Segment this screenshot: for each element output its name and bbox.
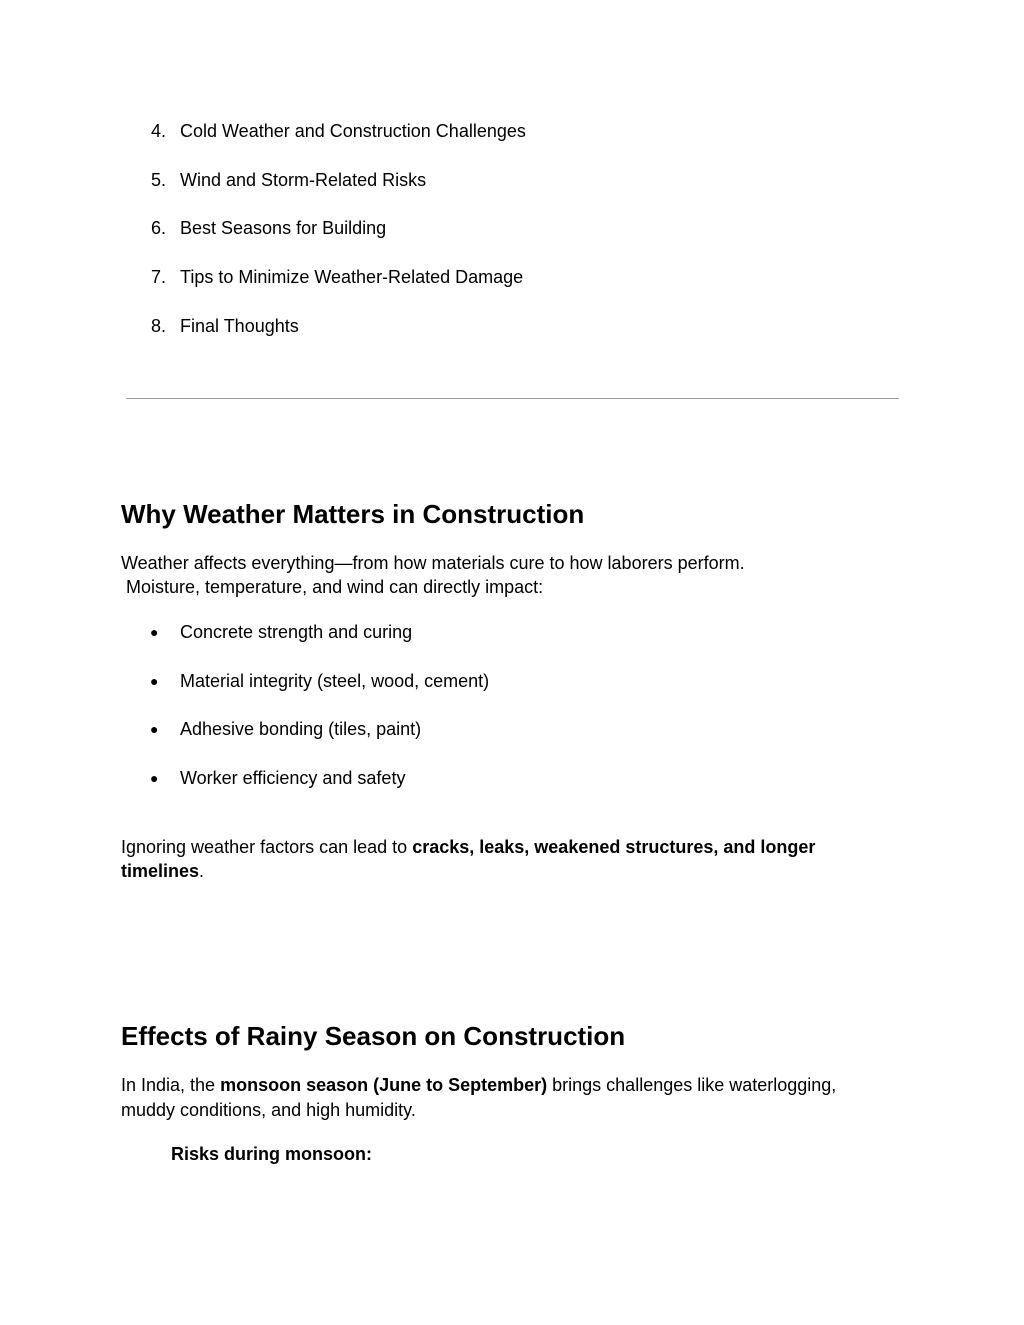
list-item-text: Adhesive bonding (tiles, paint) (180, 719, 422, 739)
toc-item-number: 4. (150, 121, 166, 141)
toc-item-label: Best Seasons for Building (180, 218, 387, 238)
paragraph-bold-text: monsoon season (June to September) (220, 1075, 548, 1095)
toc-item-number: 7. (150, 267, 166, 287)
toc-item-number: 6. (150, 218, 166, 238)
section-heading: Effects of Rainy Season on Construction (121, 1021, 626, 1051)
subheading: Risks during monsoon: (171, 1144, 373, 1164)
paragraph-text: brings challenges like waterlogging, (547, 1075, 837, 1095)
list-item-text: Concrete strength and curing (180, 622, 413, 642)
paragraph-bold-text: cracks, leaks, weakened structures, and longer (412, 837, 816, 857)
intro-line: Weather affects everything—from how materials cure to how laborers perform. (121, 553, 745, 573)
bullet-icon: ● (150, 624, 159, 640)
toc-item-label: Tips to Minimize Weather-Related Damage (180, 267, 524, 287)
list-item-text: Material integrity (steel, wood, cement) (180, 671, 490, 691)
bullet-icon: ● (150, 673, 159, 689)
toc-item-number: 5. (150, 170, 166, 190)
paragraph-line: muddy conditions, and high humidity. (121, 1100, 416, 1120)
horizontal-divider (126, 398, 899, 399)
bullet-icon: ● (150, 770, 159, 786)
section-heading: Why Weather Matters in Construction (121, 499, 585, 529)
paragraph-bold-text: timelines (121, 861, 200, 881)
bullet-icon: ● (150, 721, 159, 737)
toc-item-label: Cold Weather and Construction Challenges (180, 121, 526, 141)
intro-line: Moisture, temperature, and wind can directly impact: (126, 577, 544, 597)
toc-item-number: 8. (150, 316, 166, 336)
toc-item-label: Wind and Storm-Related Risks (180, 170, 427, 190)
paragraph-line (121, 835, 815, 859)
paragraph-line (121, 859, 204, 883)
toc-item-label: Final Thoughts (180, 316, 299, 336)
list-item-text: Worker efficiency and safety (180, 768, 406, 788)
paragraph-line (121, 1073, 836, 1097)
paragraph-text: In India, the (121, 1075, 221, 1095)
paragraph-text: . (199, 861, 205, 881)
paragraph-text: Ignoring weather factors can lead to (121, 837, 413, 857)
